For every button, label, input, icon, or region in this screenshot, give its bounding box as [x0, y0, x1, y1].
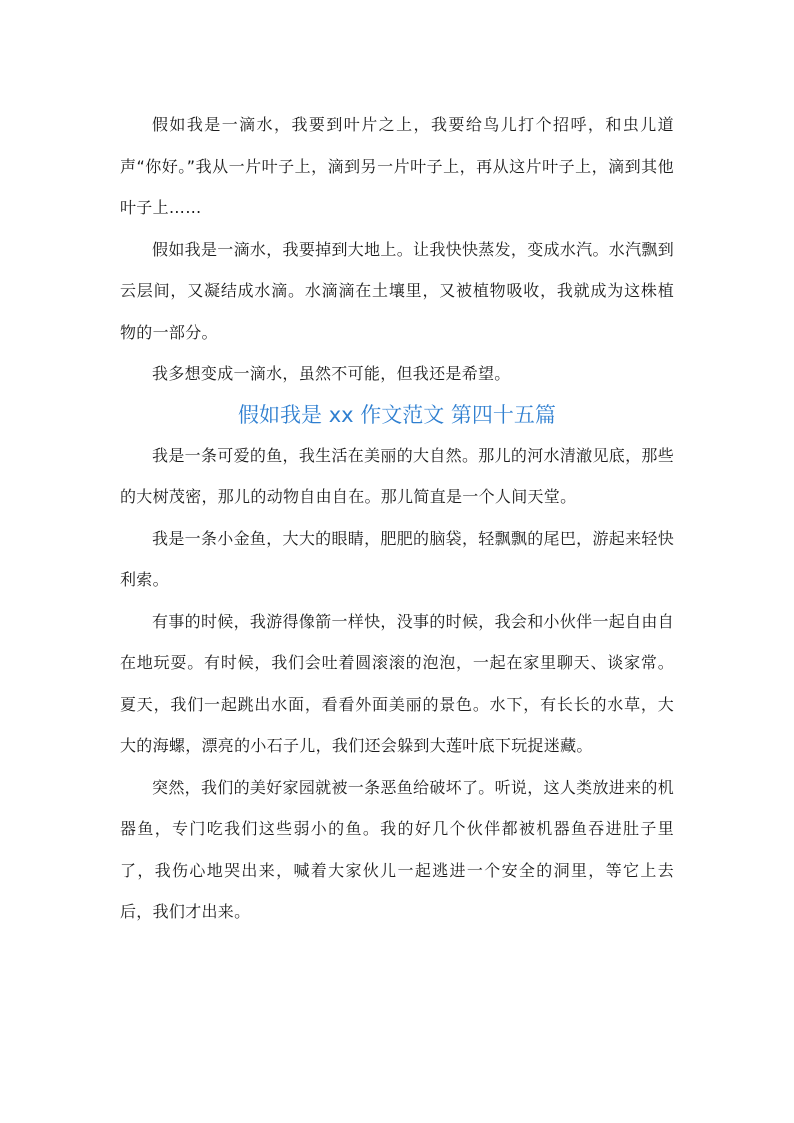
paragraph-water-ground: 假如我是一滴水，我要掉到大地上。让我快快蒸发，变成水汽。水汽飘到云层间，又凝结成水滴。水滴滴在土壤里，又被植物吸收，我就成为这株植物的一部分。: [120, 239, 674, 342]
paragraph-water-wish: 我多想变成一滴水，虽然不可能，但我还是希望。: [152, 364, 511, 383]
paragraph-fish-play: 有事的时候，我游得像箭一样快，没事的时候，我会和小伙伴一起自由自在地玩耍。有时候，我们会吐着圆滚滚的泡泡，一起在家里聊天、谈家常。夏天，我们一起跳出水面，看看外面美丽的景色。水下，有长长的水草，大大的海螺，漂亮的小石子儿，我们还会躲到大莲叶底下玩捉迷藏。: [120, 611, 674, 755]
paragraph-water-leaves: 假如我是一滴水，我要到叶片之上，我要给鸟儿打个招呼，和虫儿道声“你好。”我从一片叶子上，滴到另一片叶子上，再从这片叶子上，滴到其他叶子上……: [120, 115, 674, 217]
paragraph-fish-home: 我是一条可爱的鱼，我生活在美丽的大自然。那儿的河水清澈见底，那些的大树茂密，那儿的动物自由自在。那儿简直是一个人间天堂。: [120, 445, 674, 506]
paragraph-fish-danger: 突然，我们的美好家园就被一条恶鱼给破坏了。听说，这人类放进来的机器鱼，专门吃我们这些弱小的鱼。我的好几个伙伴都被机器鱼吞进肚子里了，我伤心地哭出来，喊着大家伙儿一起逃进一个安全的洞里，等它上去后，我们才出来。: [120, 777, 674, 921]
paragraph-fish-self: 我是一条小金鱼，大大的眼睛，肥肥的脑袋，轻飘飘的尾巴，游起来轻快利索。: [120, 528, 674, 589]
document-page: [120, 104, 674, 933]
essay-heading: 假如我是 xx 作文范文 第四十五篇: [238, 402, 556, 427]
